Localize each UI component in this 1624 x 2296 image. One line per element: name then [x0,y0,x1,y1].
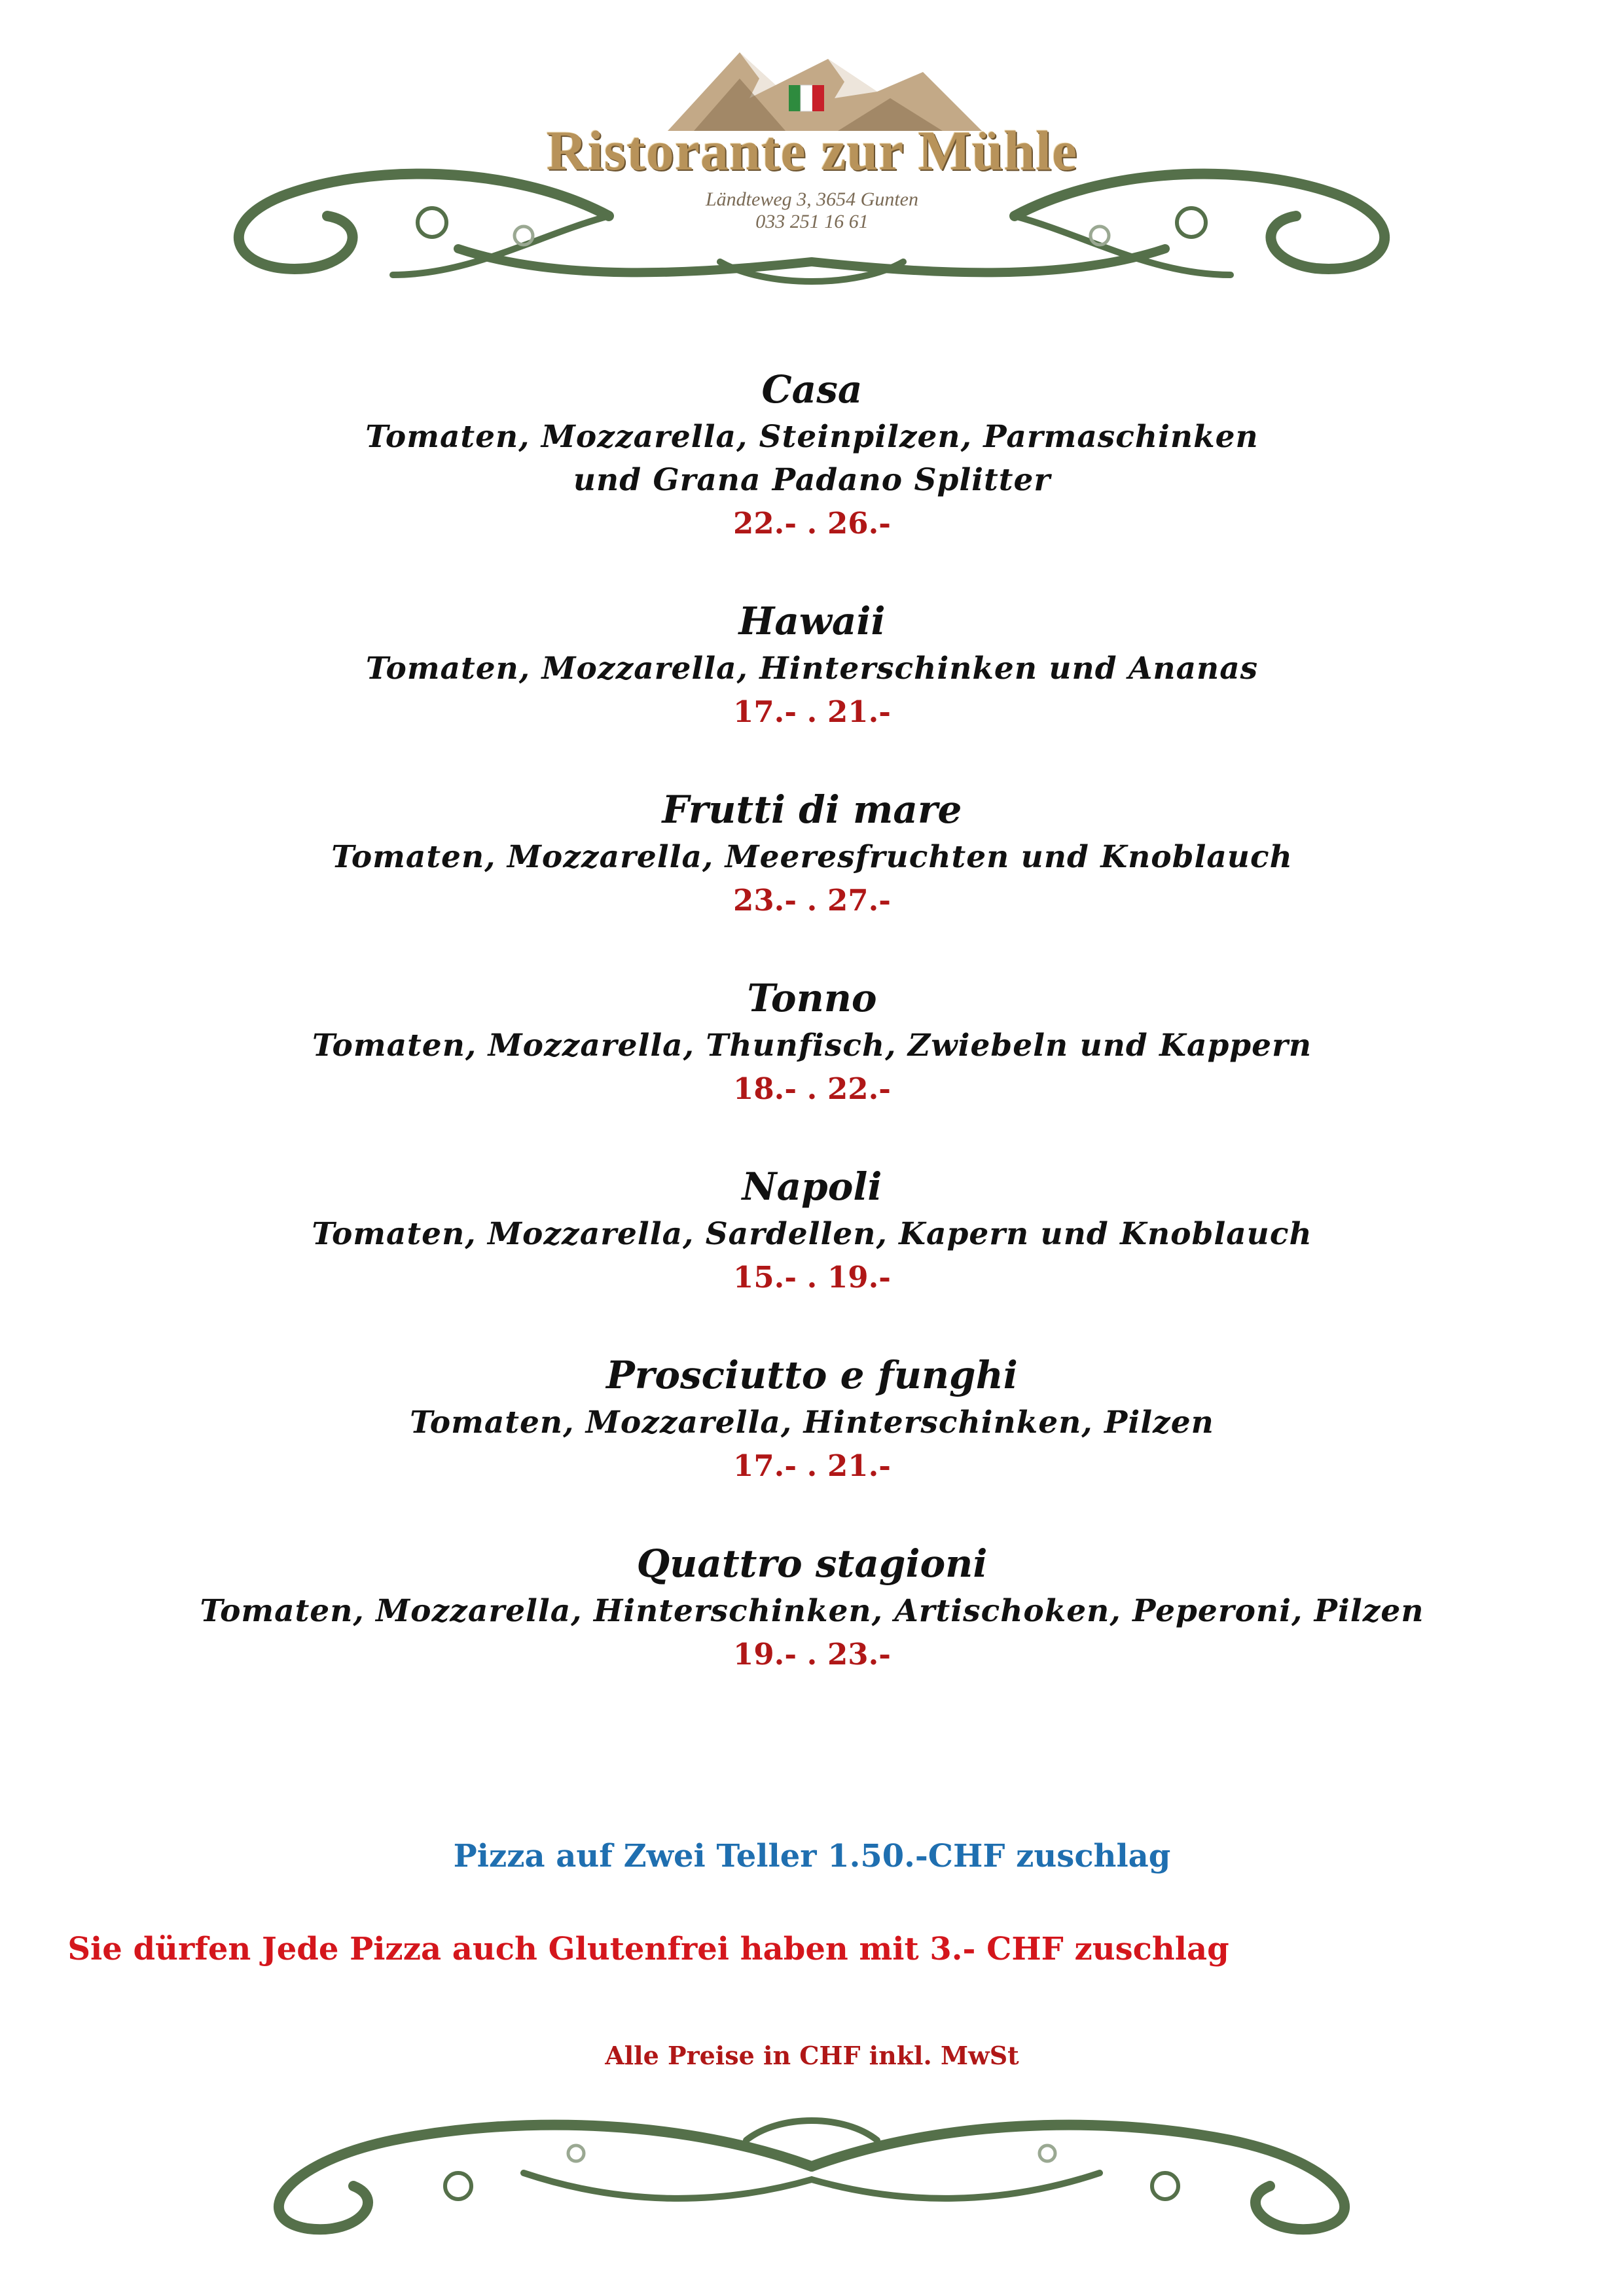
menu-item [0,1349,1624,1488]
item-description: Tomaten, Mozzarella, Hinterschinken, Artischoken, Peperoni, Pilzen [200,1593,1424,1629]
menu-item [0,783,1624,922]
item-name: Casa [761,367,863,412]
restaurant-name: Ristorante zur Mühle [546,119,1078,182]
item-name: Frutti di mare [662,787,962,832]
item-price: 17.- . 21.- [733,1448,891,1483]
menu-item [0,972,1624,1111]
menu-item [0,1537,1624,1676]
gluten-free-note: Sie dürfen Jede Pizza auch Glutenfrei haben mit 3.- CHF zuschlag [67,1931,1229,1967]
item-name: Tonno [747,976,877,1020]
item-price: 22.- . 26.- [733,506,891,541]
restaurant-phone: 033 251 16 61 [755,211,869,232]
restaurant-address: Ländteweg 3, 3654 Gunten [706,188,918,210]
item-price: 19.- . 23.- [733,1637,891,1672]
menu-item [0,1160,1624,1299]
item-name: Quattro stagioni [636,1541,988,1586]
pizza-menu [0,363,1624,1726]
item-price: 15.- . 19.- [733,1260,891,1295]
item-price: 17.- . 21.- [733,694,891,729]
menu-item [0,363,1624,545]
item-description: Tomaten, Mozzarella, Meeresfruchten und Knoblauch [331,839,1293,875]
scroll-ornament-icon [0,2094,1624,2251]
item-description: Tomaten, Mozzarella, Sardellen, Kapern und Knoblauch [312,1216,1312,1252]
italian-flag-icon [789,85,824,111]
item-name: Prosciutto e funghi [606,1353,1018,1397]
header [0,0,1624,314]
vat-note: Alle Preise in CHF inkl. MwSt [605,2041,1019,2070]
item-price: 18.- . 22.- [733,1071,891,1106]
item-description: Tomaten, Mozzarella, Thunfisch, Zwiebeln und Kappern [312,1028,1312,1064]
item-name: Hawaii [738,599,886,643]
item-description: Tomaten, Mozzarella, Hinterschinken und Ananas [365,651,1259,687]
two-plates-note: Pizza auf Zwei Teller 1.50.-CHF zuschlag [453,1838,1171,1874]
item-name: Napoli [742,1164,882,1209]
item-description: Tomaten, Mozzarella, Steinpilzen, Parmaschinken [365,419,1259,455]
item-price: 23.- . 27.- [733,883,891,918]
footer-ornament [0,2094,1624,2251]
item-description: Tomaten, Mozzarella, Hinterschinken, Pilzen [410,1405,1214,1441]
menu-item [0,595,1624,734]
item-description: und Grana Padano Splitter [573,462,1051,498]
